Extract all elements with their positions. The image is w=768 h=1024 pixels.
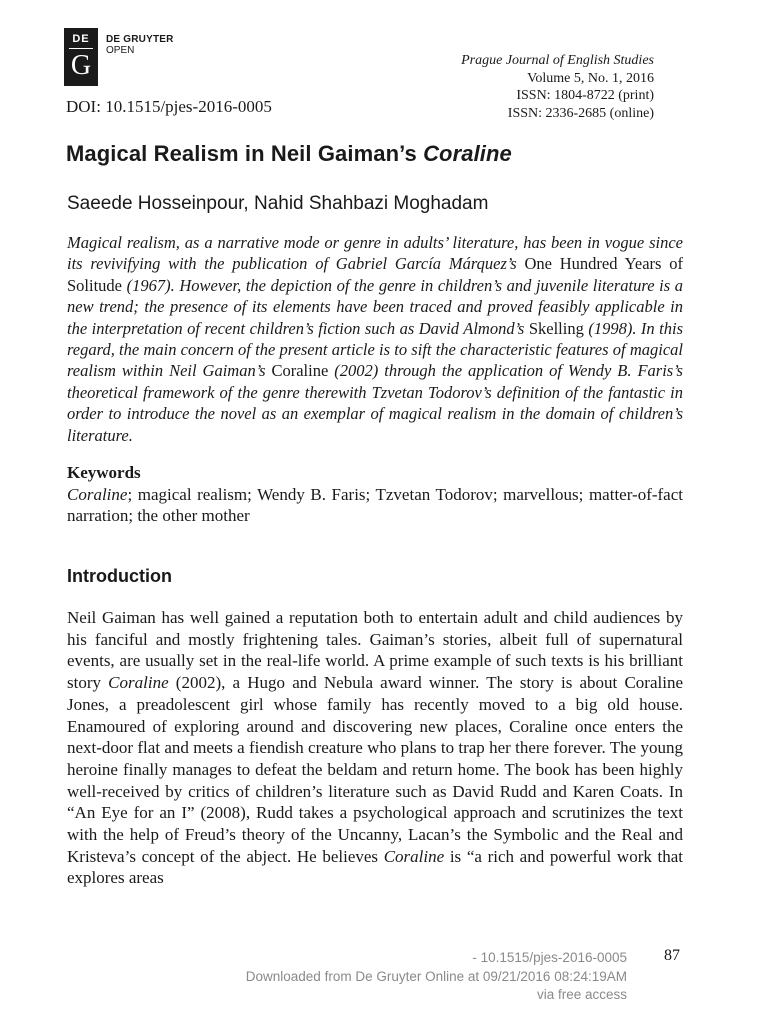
footer-download: Downloaded from De Gruyter Online at 09/21/2016 08:24:19AM (245, 968, 627, 984)
keywords-list (67, 484, 683, 527)
article-authors: Saeede Hosseinpour, Nahid Shahbazi Moghadam (67, 193, 489, 214)
journal-volume: Volume 5, No. 1, 2016 (527, 70, 654, 86)
intro-italic-1: Coraline (108, 673, 169, 693)
title-main: Magical Realism in Neil Gaiman’s (66, 141, 424, 166)
publisher-sub: OPEN (106, 45, 135, 56)
article-doi: DOI: 10.1515/pjes-2016-0005 (66, 97, 272, 116)
abstract-part-3: (1998). In this regard, the main concern of the present article is to sift the characteristic features of magical realism within Neil Gaiman’s (67, 318, 683, 381)
keywords-rest: ; magical realism; Wendy B. Faris; Tzvetan Todorov; marvellous; matter-of-fact narration; the other mother (67, 485, 683, 526)
page-number: 87 (664, 947, 680, 964)
footer-access: via free access (536, 987, 627, 1002)
abstract-part-2: (1967). However, the depiction of the genre in children’s and juvenile literature is a new trend; the presence of its elements have been traced and proved feasibly applicable in the interpretation of recent children’s fiction such as David Almond’s (67, 275, 683, 338)
logo-abbr: DE (72, 33, 90, 45)
publisher-name: DE GRUYTER (106, 34, 174, 45)
introduction-paragraph (67, 607, 683, 889)
title-emphasis: Coraline (423, 141, 512, 166)
article-title (66, 141, 512, 167)
journal-issn-online: ISSN: 2336-2685 (online) (507, 105, 654, 121)
intro-text-1: Neil Gaiman has well gained a reputation both to entertain adult and child audiences by his fanciful and mostly frightening tales. Gaiman’s stories, albeit full of supernatural events, are usually set in the real-life world. A prime example of such texts is his brilliant story (67, 608, 683, 693)
logo-divider (69, 48, 93, 49)
abstract-book-title-3: Coraline (271, 361, 329, 381)
abstract-part-4: (2002) through the application of Wendy B. Faris’s theoretical framework of the genre therewith Tzvetan Todorov’s definition of the fantastic in order to introduce the novel as an exemplar of magical realism in the domain of children’s literature. (67, 361, 683, 445)
abstract-book-title-1: One Hundred Years of Solitude (67, 254, 684, 295)
footer-doi: - 10.1515/pjes-2016-0005 (472, 950, 627, 965)
journal-name: Prague Journal of English Studies (461, 53, 654, 68)
keywords-heading: Keywords (67, 463, 141, 482)
logo-mark (64, 28, 98, 86)
intro-text-2: (2002), a Hugo and Nebula award winner. The story is about Coraline Jones, a preadolescent girl whose family has recently moved to a big old house. Enamoured of exploring around and discovering new places, Coraline once enters the next-door flat and meets a fiendish creature who plans to trap her there forever. The young heroine finally manages to defeat the beldam and return home. The book has been highly well-received by critics of children’s literature such as David Rudd and Karen Coats. In “An Eye for an I” (2008), Rudd takes a psychological approach and scrutinizes the text with the help of Freud’s theory of the Uncanny, Lacan’s the Symbolic and the Real and Kristeva’s concept of the abject. He believes (67, 673, 683, 866)
logo-wordmark (106, 34, 174, 86)
section-heading-introduction: Introduction (67, 566, 172, 586)
abstract (67, 232, 683, 446)
abstract-part-1: Magical realism, as a narrative mode or genre in adults’ literature, has been in vogue since its revivifying with the publication of Gabriel García Márquez’s (67, 233, 683, 274)
journal-issn-print: ISSN: 1804-8722 (print) (516, 88, 654, 103)
keyword-first: Coraline (67, 485, 128, 504)
logo-letter: G (70, 50, 92, 81)
intro-text-3: is “a rich and powerful work that explores areas (67, 846, 684, 888)
publisher-logo (64, 28, 174, 86)
intro-italic-2: Coraline (383, 846, 445, 866)
journal-info (461, 52, 654, 122)
download-footer (246, 949, 627, 1005)
abstract-book-title-2: Skelling (528, 318, 584, 338)
